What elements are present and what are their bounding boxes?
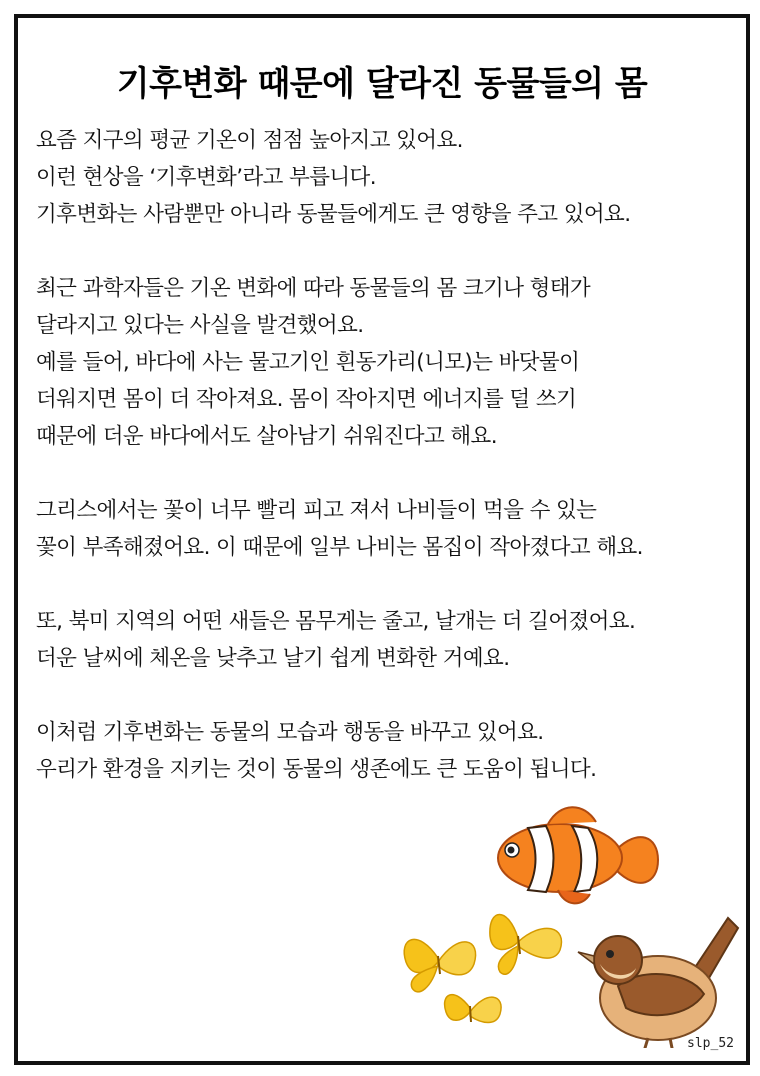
- text-line: 때문에 더운 바다에서도 살아남기 쉬워진다고 해요.: [36, 424, 497, 449]
- text-line: 예를 들어, 바다에 사는 물고기인 흰동가리(니모)는 바닷물이: [36, 350, 580, 375]
- paragraph-1: [36, 122, 736, 233]
- butterfly-icon: [445, 995, 502, 1023]
- text-line: 더운 날씨에 체온을 낮추고 날기 쉽게 변화한 거예요.: [36, 646, 510, 671]
- text-line: 더워지면 몸이 더 작아져요. 몸이 작아지면 에너지를 덜 쓰기: [36, 387, 577, 412]
- clownfish-icon: [498, 807, 658, 903]
- text-line: 요즘 지구의 평균 기온이 점점 높아지고 있어요.: [36, 128, 463, 153]
- paragraph-5: [36, 714, 736, 788]
- text-line: 또, 북미 지역의 어떤 새들은 몸무게는 줄고, 날개는 더 길어졌어요.: [36, 609, 636, 634]
- butterfly-icon: [490, 915, 562, 975]
- article-body: [36, 122, 736, 825]
- text-line: 최근 과학자들은 기온 변화에 따라 동물들의 몸 크기나 형태가: [36, 276, 591, 301]
- paragraph-3: [36, 492, 736, 566]
- paragraph-2: [36, 270, 736, 455]
- paragraph-4: [36, 603, 736, 677]
- text-line: 달라지고 있다는 사실을 발견했어요.: [36, 313, 364, 338]
- text-line: 그리스에서는 꽃이 너무 빨리 피고 져서 나비들이 먹을 수 있는: [36, 498, 597, 523]
- text-line: 기후변화는 사람뿐만 아니라 동물들에게도 큰 영향을 주고 있어요.: [36, 202, 631, 227]
- text-line: 우리가 환경을 지키는 것이 동물의 생존에도 큰 도움이 됩니다.: [36, 757, 597, 782]
- animal-illustrations: [378, 788, 748, 1048]
- worksheet-code: slp_52: [687, 1036, 734, 1051]
- butterfly-icon: [404, 939, 475, 991]
- text-line: 이처럼 기후변화는 동물의 모습과 행동을 바꾸고 있어요.: [36, 720, 544, 745]
- text-line: 이런 현상을 ‘기후변화’라고 부릅니다.: [36, 165, 376, 190]
- worksheet-frame: [14, 14, 750, 1065]
- text-line: 꽃이 부족해졌어요. 이 때문에 일부 나비는 몸집이 작아졌다고 해요.: [36, 535, 643, 560]
- page-title: 기후변화 때문에 달라진 동물들의 몸: [116, 64, 648, 104]
- wren-bird-icon: [578, 918, 738, 1048]
